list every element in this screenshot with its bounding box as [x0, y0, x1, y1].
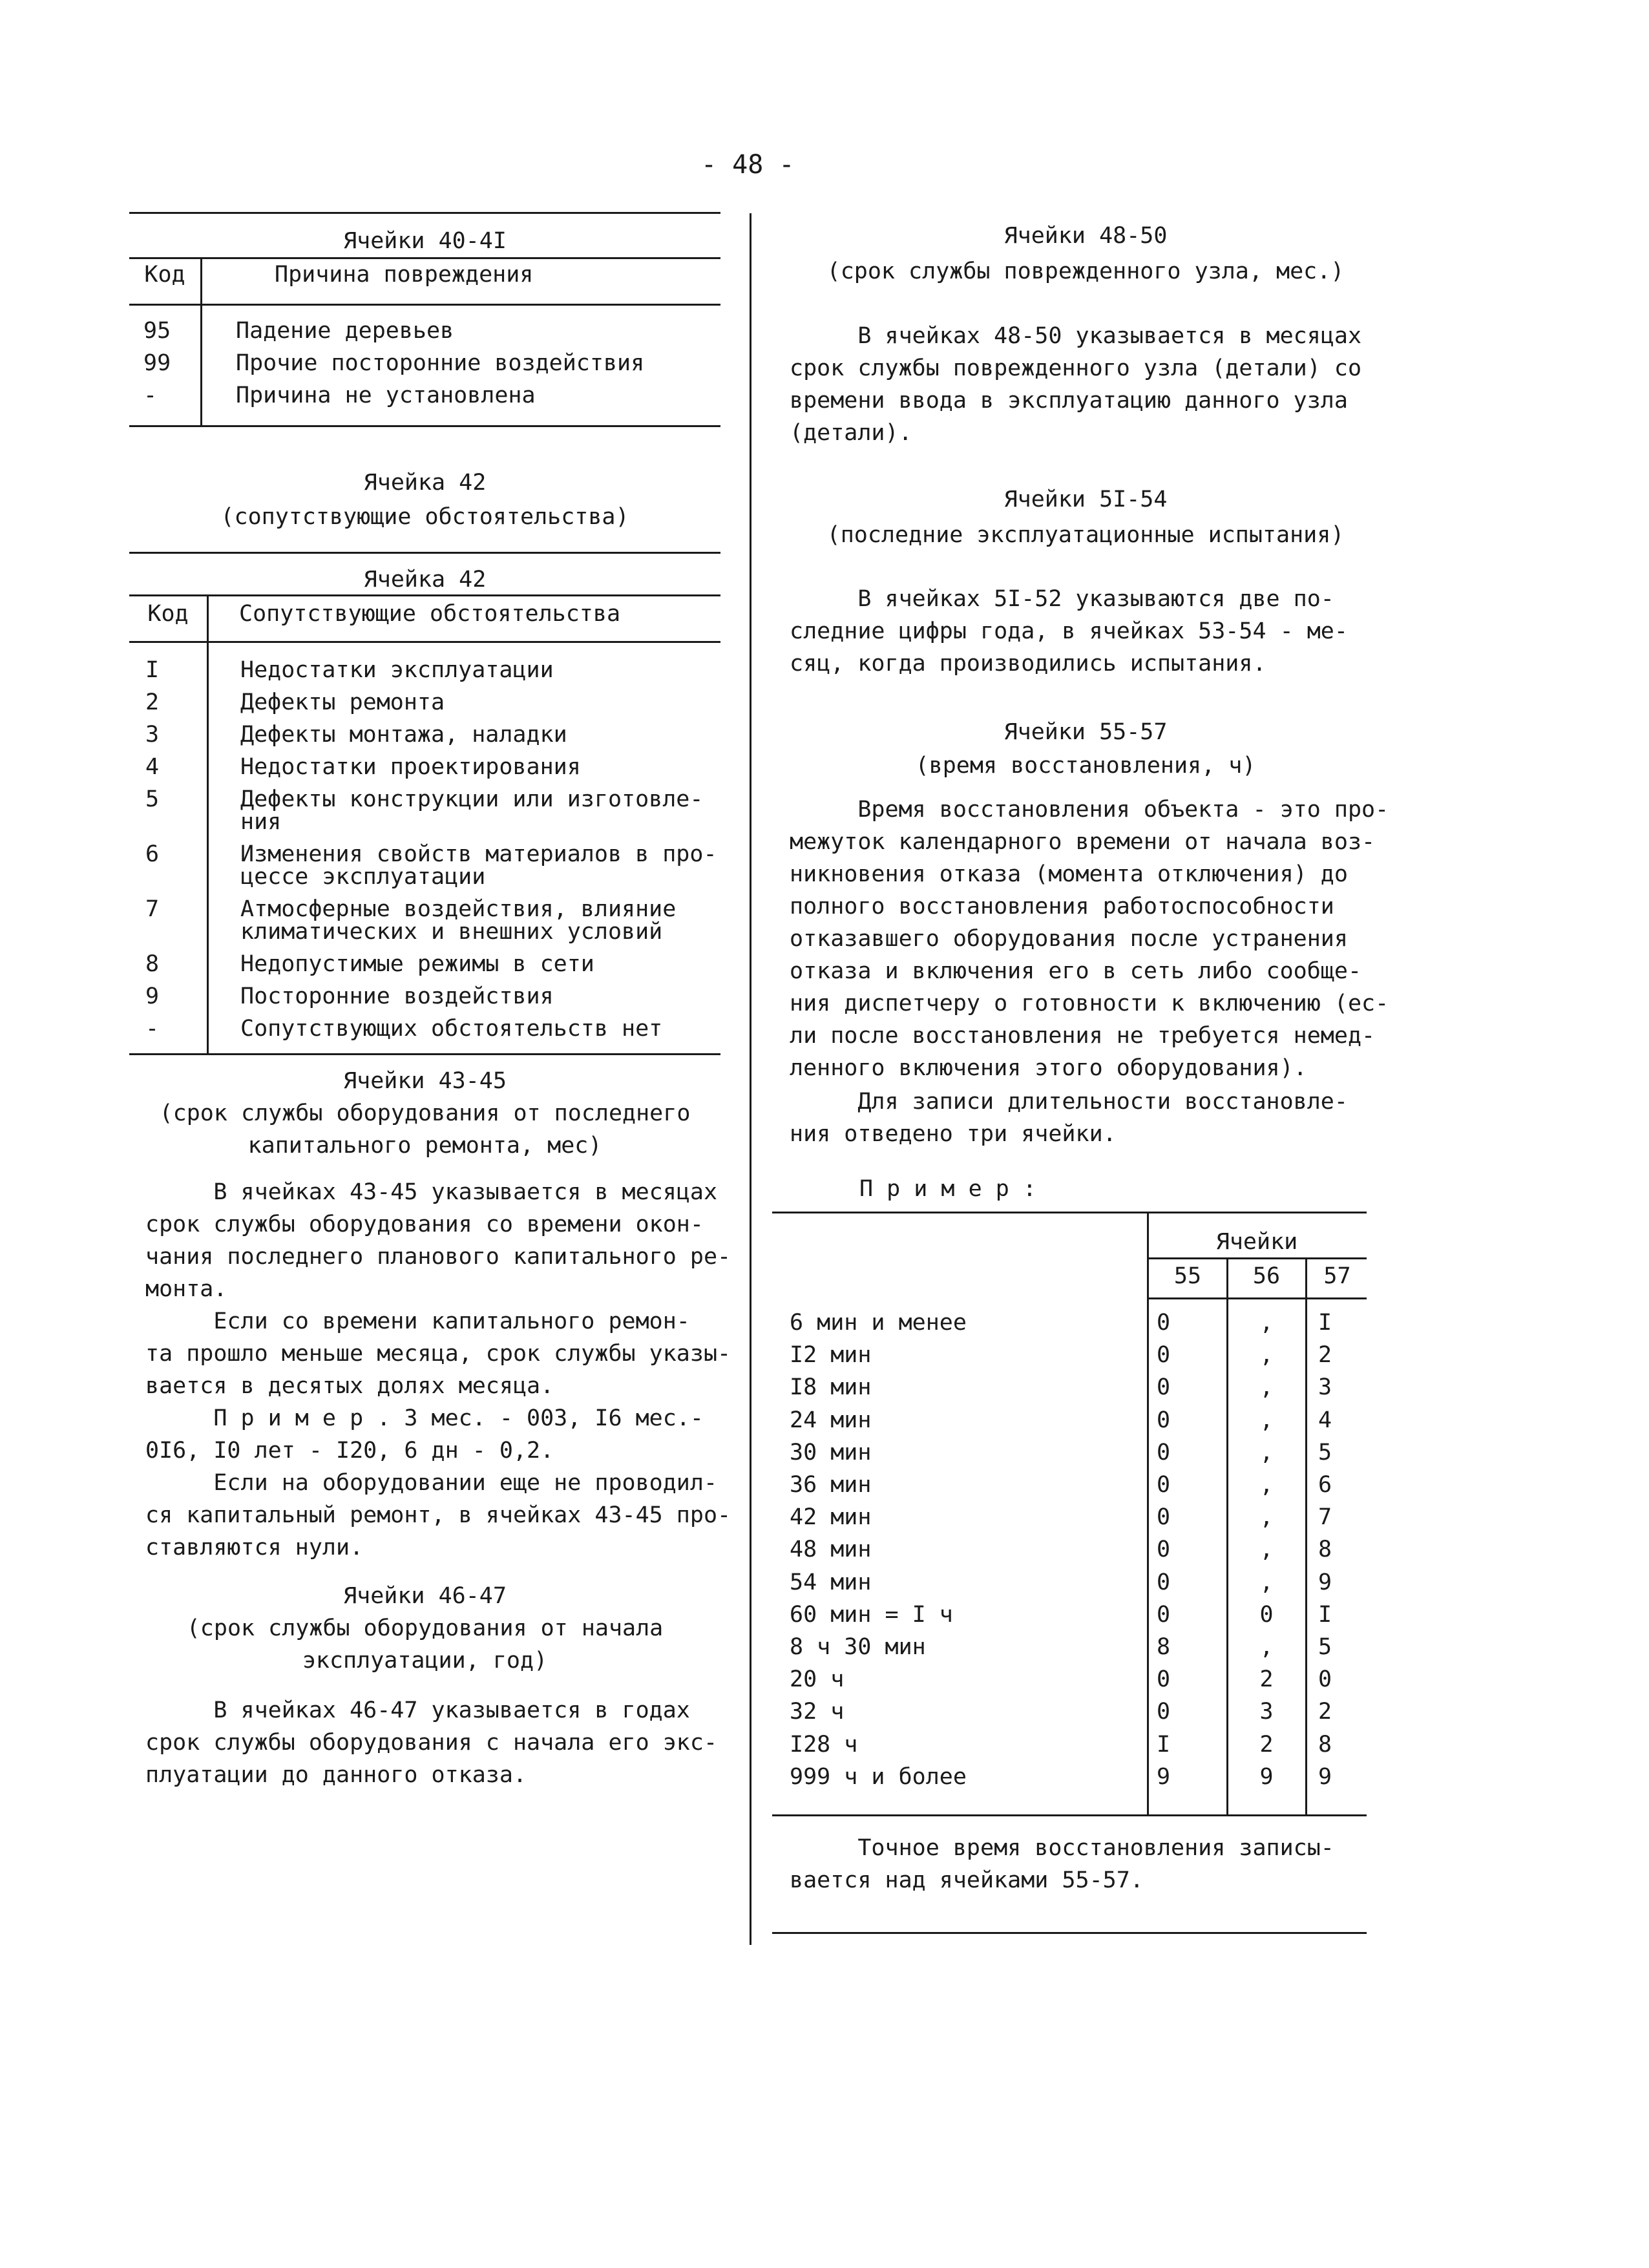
example-cell-56: ,: [1259, 1504, 1274, 1530]
column-header-code: Код: [144, 262, 185, 288]
example-cell-57: 2: [1318, 1342, 1332, 1368]
paragraph: Для записи длительности восстановле- ния отведено три ячейки.: [790, 1089, 1348, 1147]
table-cell-desc: Падение деревьев: [236, 318, 454, 344]
example-cell-57: 9: [1318, 1764, 1332, 1790]
example-cell-57: 2: [1318, 1699, 1332, 1725]
example-cell-57: 5: [1318, 1634, 1332, 1660]
example-cell-57: 6: [1318, 1472, 1332, 1498]
example-cell-56: ,: [1259, 1570, 1274, 1595]
example-cell-57: 3: [1318, 1374, 1332, 1400]
column-header-code: Код: [147, 601, 189, 627]
example-cell-57: 9: [1318, 1570, 1332, 1595]
section-heading: Ячейки 48-50: [1003, 223, 1168, 249]
example-cell-57: 4: [1318, 1407, 1332, 1433]
paragraph-example: П р и м е р . 3 мес. - 003, I6 мес.- 0I6, I0 лет - I20, 6 дн - 0,2.: [145, 1405, 704, 1464]
table-cell-code: 8: [145, 951, 160, 977]
section-subheading: (срок службы оборудования от последнего: [159, 1100, 691, 1126]
example-cell-56: 9: [1259, 1764, 1274, 1790]
example-cell-56: ,: [1259, 1407, 1274, 1433]
table-cell-desc: Причина не установлена: [236, 383, 536, 408]
table-header-rule: [129, 641, 720, 643]
table-top-rule: [129, 552, 720, 554]
table-cell-desc: Недостатки эксплуатации: [240, 657, 554, 683]
example-cell-57: 8: [1318, 1537, 1332, 1562]
table-bottom-rule: [129, 1053, 720, 1055]
paragraph: Если на оборудовании еще не проводил- ся капитальный ремонт, в ячейках 43-45 про- ставляются нули.: [145, 1470, 731, 1560]
section-heading: Ячейки 46-47: [343, 1583, 507, 1609]
table-cell-desc: Атмосферные воздействия, влияние: [240, 896, 677, 922]
column-header: 55: [1173, 1263, 1202, 1289]
section-subheading: (время восстановления, ч): [915, 753, 1256, 779]
table-cell-code: -: [143, 383, 158, 408]
paragraph: В ячейках 48-50 указывается в месяцах срок службы поврежденного узла (детали) со времени ввода в эксплуатацию данного узла (детали).: [790, 323, 1362, 446]
example-cell-55: 0: [1157, 1602, 1171, 1628]
table-cell-code: 3: [145, 722, 160, 748]
example-row-label: I8 мин: [790, 1374, 872, 1400]
table-cell-code: 2: [145, 689, 160, 715]
example-cell-57: 7: [1318, 1504, 1332, 1530]
section-heading: Ячейки 43-45: [343, 1068, 507, 1094]
table-cell-desc: Недопустимые режимы в сети: [240, 951, 594, 977]
table-cell-code: 7: [145, 896, 160, 922]
example-cell-56: ,: [1259, 1342, 1274, 1368]
table-caption-rule: [129, 594, 720, 596]
table-cell-code: 4: [145, 754, 160, 780]
table-cell-code: 5: [145, 786, 160, 812]
example-cell-57: I: [1318, 1310, 1332, 1336]
table-header-rule: [1147, 1297, 1367, 1299]
table-group-rule: [1147, 1257, 1367, 1259]
table-top-rule: [129, 212, 720, 214]
table-cell-desc-cont: ния: [240, 809, 282, 835]
column-header-cause: Причина повреждения: [275, 262, 534, 288]
section-subheading: (срок службы поврежденного узла, мес.): [826, 258, 1345, 284]
table-column-rule: [1147, 1212, 1149, 1816]
example-row-label: 20 ч: [790, 1666, 845, 1692]
column-header: 57: [1323, 1263, 1351, 1289]
table-cell-desc: Дефекты конструкции или изготовле-: [240, 786, 704, 812]
table-cell-code: 6: [145, 841, 160, 867]
table-caption: Ячейка 42: [363, 567, 487, 593]
example-cell-56: ,: [1259, 1440, 1274, 1465]
table-cell-desc: Дефекты монтажа, наладки: [240, 722, 567, 748]
table-column-rule: [207, 594, 209, 1055]
example-cell-55: 0: [1157, 1342, 1171, 1368]
example-cell-56: 0: [1259, 1602, 1274, 1628]
section-subheading: эксплуатации, год): [302, 1648, 548, 1674]
example-cell-56: ,: [1259, 1634, 1274, 1660]
table-cell-desc-cont: цессе эксплуатации: [240, 864, 486, 890]
table-cell-code: 9: [145, 983, 160, 1009]
table-cell-desc: Сопутствующих обстоятельств нет: [240, 1016, 663, 1042]
table-cell-code: 99: [143, 350, 171, 376]
example-label: П р и м е р :: [859, 1176, 1036, 1202]
table-cell-desc: Посторонние воздействия: [240, 983, 554, 1009]
example-row-label: 54 мин: [790, 1570, 872, 1595]
section-subheading: (последние эксплуатационные испытания): [826, 522, 1345, 548]
example-row-label: 6 мин и менее: [790, 1310, 967, 1336]
example-cell-55: 0: [1157, 1504, 1171, 1530]
example-row-label: 24 мин: [790, 1407, 872, 1433]
example-cell-56: ,: [1259, 1310, 1274, 1336]
example-row-label: 60 мин = I ч: [790, 1602, 953, 1628]
example-cell-55: I: [1157, 1732, 1171, 1758]
section-heading: Ячейки 55-57: [1003, 719, 1168, 745]
example-row-label: 32 ч: [790, 1699, 845, 1725]
table-bottom-rule: [129, 425, 720, 427]
table-cell-code: -: [145, 1016, 160, 1042]
example-cell-56: ,: [1259, 1374, 1274, 1400]
example-row-label: 36 мин: [790, 1472, 872, 1498]
example-cell-55: 0: [1157, 1472, 1171, 1498]
column-divider: [750, 213, 751, 1945]
example-cell-55: 0: [1157, 1440, 1171, 1465]
example-cell-55: 0: [1157, 1570, 1171, 1595]
note-paragraph: Точное время восстановления записы- вается над ячейками 55-57.: [790, 1835, 1334, 1893]
column-header: 56: [1252, 1263, 1281, 1289]
paragraph: В ячейках 46-47 указывается в годах срок службы оборудования с начала его экс- плуатации до данного отказа.: [145, 1697, 718, 1788]
example-cell-55: 9: [1157, 1764, 1171, 1790]
example-cell-55: 0: [1157, 1666, 1171, 1692]
example-cell-56: 3: [1259, 1699, 1274, 1725]
example-row-label: I28 ч: [790, 1732, 858, 1758]
paragraph: В ячейках 43-45 указывается в месяцах срок службы оборудования со времени окон- чания последнего планового капитального ре- монта.: [145, 1179, 731, 1302]
table-cell-code: 95: [143, 318, 171, 344]
table-cell-desc: Прочие посторонние воздействия: [236, 350, 645, 376]
table-header-rule: [129, 304, 720, 306]
section-subheading: (сопутствующие обстоятельства): [220, 504, 629, 530]
table-cell-code: I: [145, 657, 160, 683]
example-cell-57: I: [1318, 1602, 1332, 1628]
example-cell-57: 5: [1318, 1440, 1332, 1465]
example-cell-55: 0: [1157, 1407, 1171, 1433]
example-cell-56: ,: [1259, 1472, 1274, 1498]
section-heading: Ячейки 5I-54: [1003, 487, 1168, 512]
table-caption: Ячейки 40-4I: [343, 228, 507, 254]
section-subheading: капитального ремонта, мес): [247, 1133, 602, 1159]
table-bottom-rule: [772, 1814, 1367, 1816]
example-cell-56: 2: [1259, 1666, 1274, 1692]
column-header-circumstances: Сопутствующие обстоятельства: [239, 601, 621, 627]
table-cell-desc-cont: климатических и внешних условий: [240, 919, 663, 945]
table-cell-desc: Недостатки проектирования: [240, 754, 581, 780]
table-cell-desc: Изменения свойств материалов в про-: [240, 841, 717, 867]
section-heading: Ячейка 42: [363, 470, 487, 496]
example-row-label: 30 мин: [790, 1440, 872, 1465]
example-row-label: 999 ч и более: [790, 1764, 967, 1790]
example-cell-57: 8: [1318, 1732, 1332, 1758]
paragraph: Если со времени капитального ремон- та прошло меньше месяца, срок службы указы- вается в десятых долях месяца.: [145, 1308, 731, 1399]
example-cell-55: 0: [1157, 1374, 1171, 1400]
example-row-label: 48 мин: [790, 1537, 872, 1562]
example-cell-55: 0: [1157, 1699, 1171, 1725]
column-group-header: Ячейки: [1215, 1229, 1298, 1255]
example-cell-55: 0: [1157, 1537, 1171, 1562]
paragraph: В ячейках 5I-52 указываются две по- следние цифры года, в ячейках 53-54 - ме- сяц, когда производились испытания.: [790, 586, 1348, 677]
paragraph: Время восстановления объекта - это про- межуток календарного времени от начала воз- никновения отказа (момента отключения) до полного восстановления работоспособности отказавшего оборудования после устранения отказа и включения его в сеть либо сообще- ния диспетчеру о готовности к включению (ес- ли после восстановления не требуется немед- ленного включения этого оборудования).: [790, 797, 1389, 1081]
table-top-rule: [772, 1212, 1367, 1213]
example-cell-56: ,: [1259, 1537, 1274, 1562]
example-row-label: 42 мин: [790, 1504, 872, 1530]
table-column-rule: [200, 257, 202, 426]
table-column-rule: [1305, 1259, 1307, 1816]
page-number: - 48 -: [701, 150, 795, 180]
section-subheading: (срок службы оборудования от начала: [186, 1615, 664, 1641]
example-row-label: 8 ч 30 мин: [790, 1634, 926, 1660]
footer-rule: [772, 1932, 1367, 1934]
table-cell-desc: Дефекты ремонта: [240, 689, 445, 715]
example-row-label: I2 мин: [790, 1342, 872, 1368]
example-cell-57: 0: [1318, 1666, 1332, 1692]
example-cell-56: 2: [1259, 1732, 1274, 1758]
example-cell-55: 8: [1157, 1634, 1171, 1660]
example-cell-55: 0: [1157, 1310, 1171, 1336]
